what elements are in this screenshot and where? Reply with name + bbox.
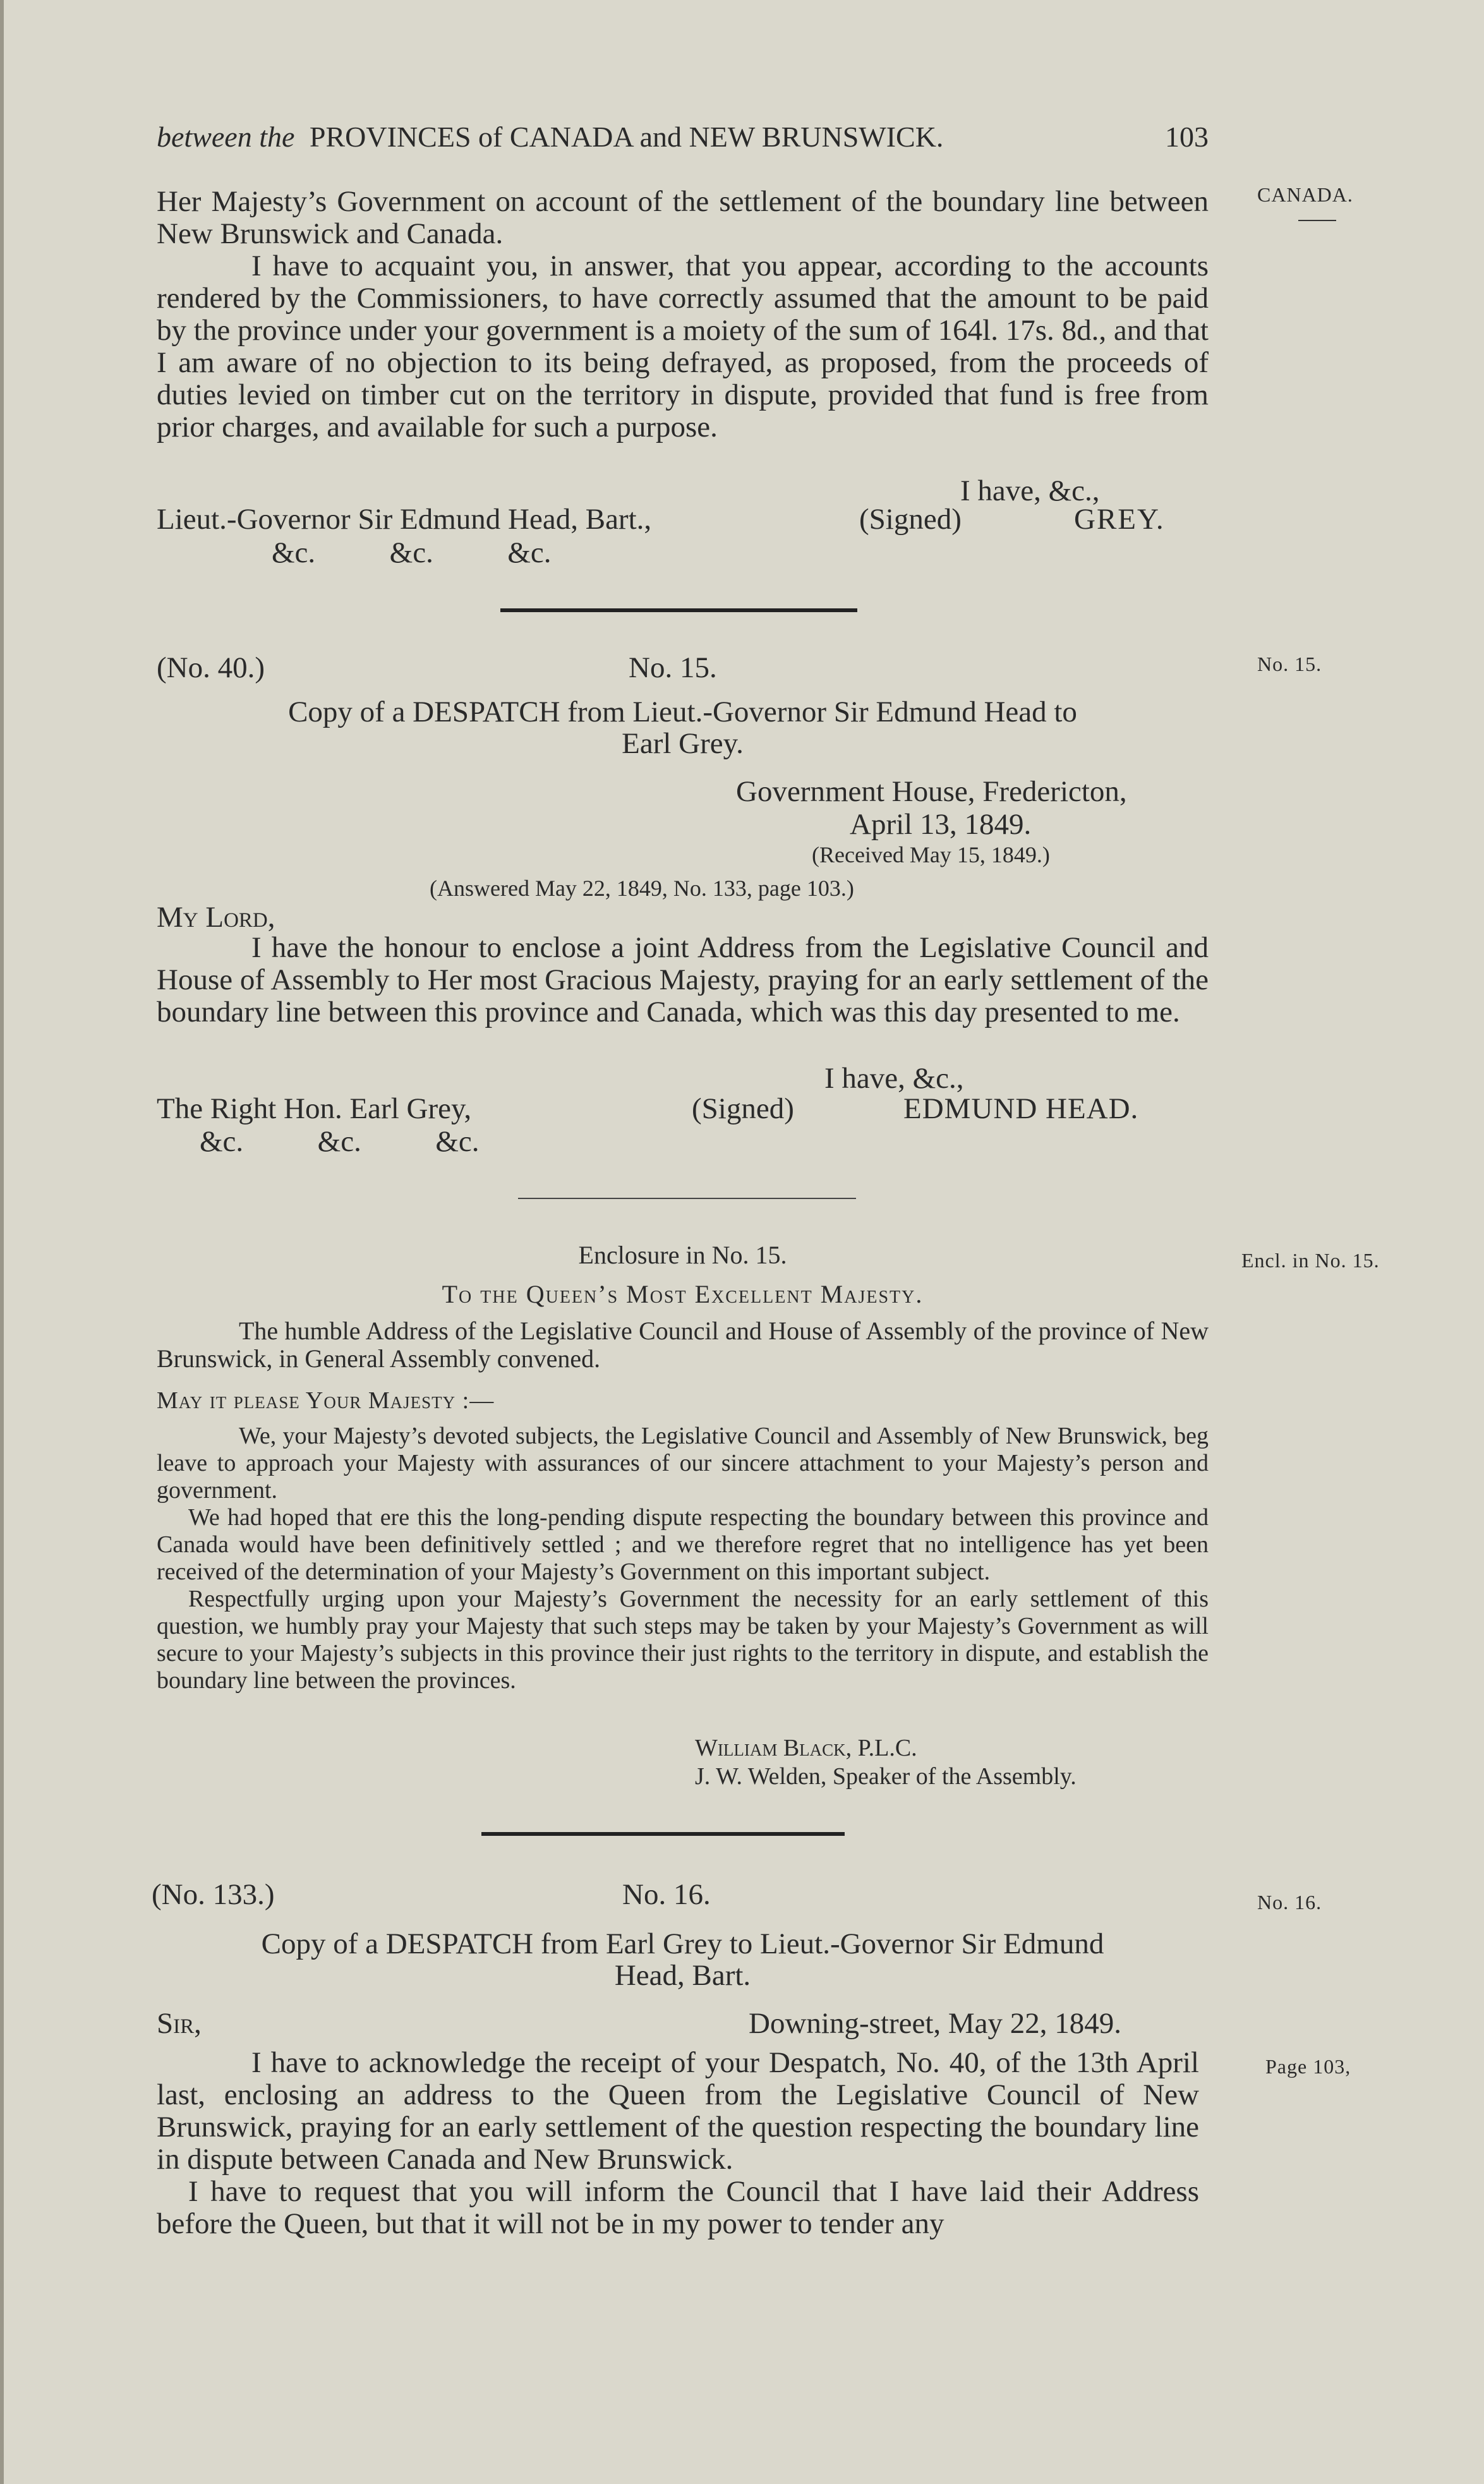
received-note: (Received May 15, 1849.) [812,842,1050,867]
paragraph: We, your Majesty’s devoted subjects, the Legislative Council and Assembly of New Brunswick, beg leave to approach your Majesty with assurances of our sincere attachment to your Majesty’s person and government. [157,1423,1209,1504]
despatch-title-line2: Earl Grey. [622,727,744,760]
signed-label: (Signed) [692,1092,794,1125]
signature: EDMUND HEAD. [903,1092,1139,1125]
intro-text: The humble Address of the Legislative Council and House of Assembly of the province of New Brunswick, in General Assembly convened. [157,1317,1209,1373]
paragraph: I have to acquaint you, in answer, that you appear, according to the accounts rendered by the Commissioners, to have correctly assumed that the amount to be paid by the province under your government is a moiety of the sum of 164l. 17s. 8d., and that I am aware of no objection to its being defrayed, as proposed, from the proceeds of duties levied on timber cut on the territory in dispute, provided that fund is free from prior charges, and available for such a purpose. [157,250,1209,443]
despatch-body [157,932,1209,1028]
salutation: Sir, [157,2007,202,2040]
despatch-title-line2: Head, Bart. [614,1959,751,1992]
signatory-2: J. W. Welden, Speaker of the Assembly. [695,1763,1077,1790]
signatory-1: William Black, P.L.C. [695,1735,917,1761]
addressee: Lieut.-Governor Sir Edmund Head, Bart., [157,503,652,536]
etc-line: &c. &c. &c. [272,536,552,569]
margin-note-page103: Page 103, [1265,2055,1351,2078]
enclosure-to: To the Queen’s Most Excellent Majesty. [442,1280,924,1308]
place-date: Downing-street, May 22, 1849. [749,2007,1122,2040]
section-divider [500,608,857,612]
enclosure-body [157,1423,1209,1694]
enclosure-intro [157,1317,1209,1373]
running-title: PROVINCES of CANADA and NEW BRUNSWICK. [309,121,944,153]
salutation: My Lord, [157,901,275,934]
despatch-title-line1: Copy of a DESPATCH from Earl Grey to Lieut.-Governor Sir Edmund [261,1927,1104,1960]
paragraph: Respectfully urging upon your Majesty’s Government the necessity for an early settlement of this question, we humbly pray your Majesty that such steps may be taken by your Majesty’s Government as will secure to your Majesty’s subjects in this province their just rights to the territory in dispute, and establish the boundary line between the provinces. [157,1586,1209,1694]
running-header [157,120,1209,154]
closing: I have, &c., [960,474,1100,507]
margin-rule [1298,220,1336,221]
despatch-body [157,2047,1199,2240]
addressee: The Right Hon. Earl Grey, [157,1092,472,1125]
margin-note-canada: CANADA. [1257,183,1353,206]
despatch-number: No. 15. [629,651,717,684]
despatch-title-line1: Copy of a DESPATCH from Lieut.-Governor Sir Edmund Head to [288,696,1077,728]
paragraph: We had hoped that ere this the long-pending dispute respecting the boundary between this province and Canada would have been definitively settled ; and we therefore regret that no intelligence has yet been received of the determination of your Majesty’s Government on this important subject. [157,1504,1209,1585]
paragraph: I have to request that you will inform the Council that I have laid their Address before the Queen, but that it will not be in my power to tender any [157,2175,1199,2240]
paragraph: I have the honour to enclose a joint Address from the Legislative Council and House of Assembly to Her most Gracious Majesty, praying for an early settlement of the boundary line between this province and Canada, which was this day presented to me. [157,931,1209,1028]
answered-note: (Answered May 22, 1849, No. 133, page 103.) [430,876,854,901]
margin-note-enclosure: Encl. in No. 15. [1241,1249,1380,1272]
enclosure-heading: Enclosure in No. 15. [578,1241,787,1269]
etc-line: &c. &c. &c. [200,1125,480,1158]
section-divider [481,1832,845,1836]
closing: I have, &c., [824,1062,964,1095]
enclosure-salutation: May it please Your Majesty :— [157,1387,495,1414]
page-edge [0,0,4,2484]
despatch-ref: (No. 133.) [152,1878,275,1911]
margin-note-no16: No. 16. [1257,1891,1322,1914]
paragraph: Her Majesty’s Government on account of the settlement of the boundary line between New Brunswick and Canada. [157,185,1209,250]
date: April 13, 1849. [850,808,1032,841]
section-continuation [157,186,1209,443]
running-title-prefix: between the [157,121,295,153]
margin-note-no15: No. 15. [1257,653,1322,675]
despatch-ref: (No. 40.) [157,651,265,684]
signed-label: (Signed) [859,503,962,536]
despatch-number: No. 16. [622,1878,711,1911]
page-number: 103 [1165,121,1209,153]
signature: GREY. [1074,503,1165,536]
place: Government House, Fredericton, [736,775,1127,808]
enclosure-divider [518,1198,856,1199]
paragraph: I have to acknowledge the receipt of your Despatch, No. 40, of the 13th April last, enclosing an address to the Queen from the Legislative Council of New Brunswick, praying for an early settlement of the question respecting the boundary line in dispute between Canada and New Brunswick. [157,2046,1199,2176]
